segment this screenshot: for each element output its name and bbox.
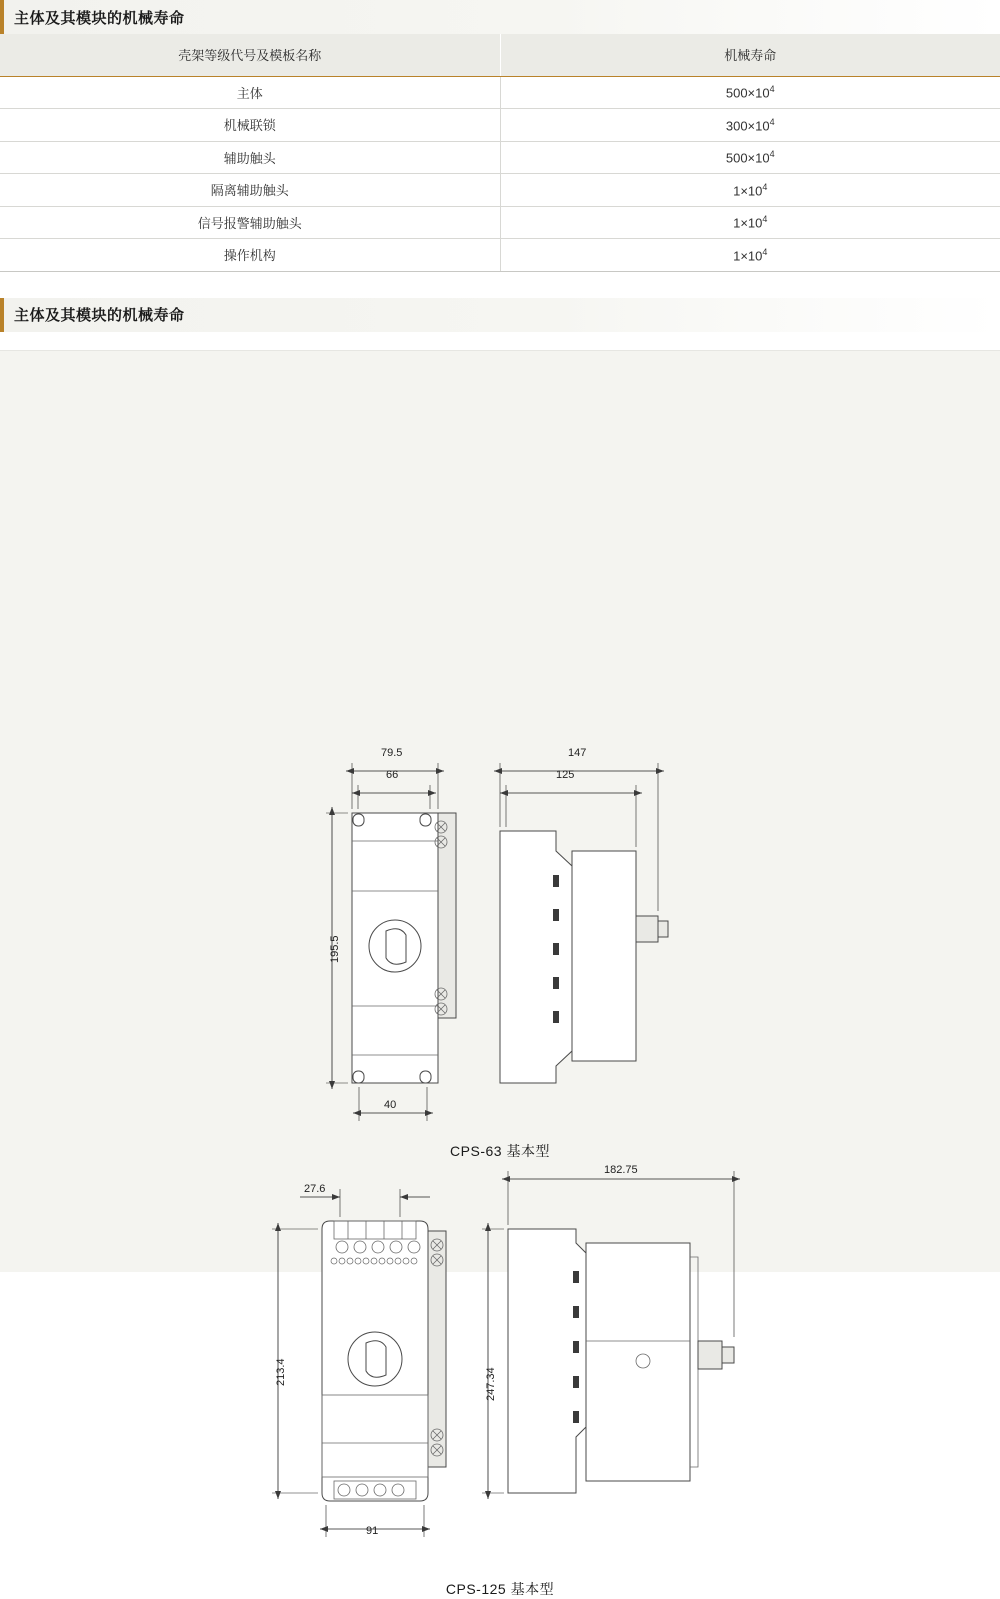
cps63-drawing	[0, 361, 1000, 791]
life-value: 500×10	[725, 85, 770, 101]
spacer	[0, 332, 1000, 350]
table-row	[0, 206, 1000, 239]
table-header-cell-life: 机械寿命	[500, 34, 1000, 76]
life-exponent: 4	[769, 84, 775, 95]
mechanical-life-table	[0, 34, 1000, 272]
life-exponent: 4	[769, 149, 775, 160]
spacer	[0, 272, 1000, 298]
table-row	[0, 109, 1000, 142]
dim-cps125-side-height: 247.34	[485, 1366, 497, 1401]
table-row	[0, 239, 1000, 272]
table-cell-name: 机械联锁	[0, 109, 500, 142]
table-cell-life	[500, 76, 1000, 109]
table-cell-name: 信号报警辅助触头	[0, 206, 500, 239]
section-title: 主体及其模块的机械寿命	[14, 307, 185, 324]
dim-cps63-bottom: 40	[384, 1098, 397, 1111]
table-cell-name: 主体	[0, 76, 500, 109]
table-cell-life	[500, 141, 1000, 174]
section-heading-2	[0, 298, 1000, 332]
life-exponent: 4	[762, 181, 768, 192]
section-heading-1	[0, 0, 1000, 34]
life-value: 1×10	[733, 247, 763, 263]
table-row	[0, 76, 1000, 109]
table-cell-name: 辅助触头	[0, 141, 500, 174]
caption-cps125: CPS-125 基本型	[445, 1580, 555, 1597]
dimension-drawings-panel	[0, 350, 1000, 1597]
life-value: 1×10	[733, 215, 763, 231]
life-value: 1×10	[733, 182, 763, 198]
table-cell-life	[500, 109, 1000, 142]
table-row	[0, 174, 1000, 207]
dim-cps125-height: 213.4	[275, 1357, 287, 1386]
table-cell-name: 隔离辅助触头	[0, 174, 500, 207]
life-exponent: 4	[762, 246, 768, 257]
life-exponent: 4	[769, 116, 775, 127]
dim-cps63-top-inner: 66	[386, 768, 399, 781]
dim-cps125-side-width: 182.75	[604, 1163, 638, 1176]
table-header-cell-name: 壳架等级代号及模板名称	[0, 34, 500, 76]
table-cell-name: 操作机构	[0, 239, 500, 272]
dim-cps63-top-outer: 79.5	[381, 746, 403, 759]
dim-cps63-side-outer: 147	[568, 746, 587, 759]
table-cell-life	[500, 174, 1000, 207]
table-header-row	[0, 34, 1000, 76]
dim-cps125-bottom: 91	[366, 1524, 379, 1537]
dim-cps125-top: 27.6	[304, 1182, 326, 1195]
dim-cps63-side-inner: 125	[556, 768, 575, 781]
cps125-drawing	[0, 781, 1000, 1261]
table-cell-life	[500, 206, 1000, 239]
section-title: 主体及其模块的机械寿命	[14, 9, 185, 27]
mechanical-life-table-wrap	[0, 34, 1000, 272]
life-exponent: 4	[762, 214, 768, 225]
dim-cps63-height: 195.5	[329, 934, 341, 963]
table-cell-life	[500, 239, 1000, 272]
life-value: 500×10	[725, 150, 770, 166]
life-value: 300×10	[725, 117, 770, 133]
caption-cps63: CPS-63 基本型	[450, 1142, 550, 1159]
table-row	[0, 141, 1000, 174]
